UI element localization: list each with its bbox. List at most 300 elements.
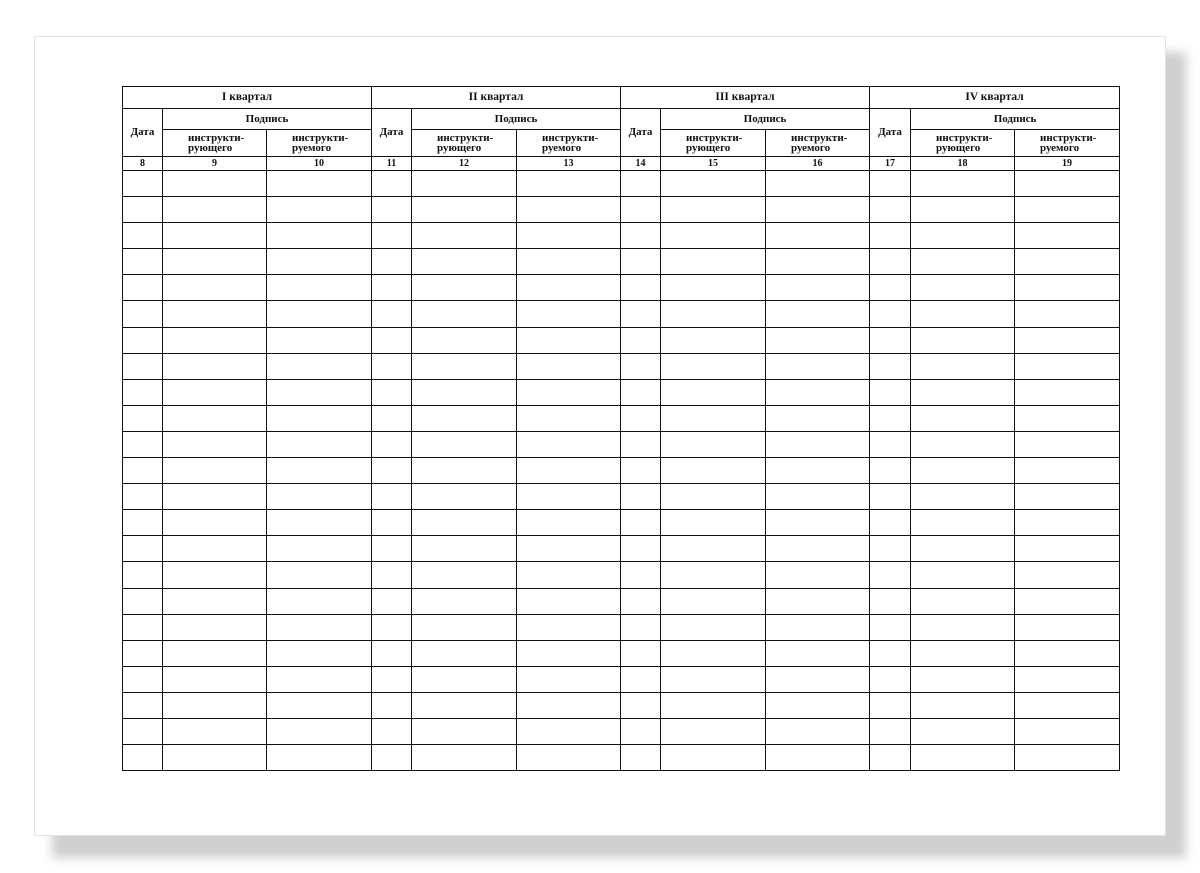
instructed-signature-cell[interactable]	[1015, 379, 1120, 405]
instructed-signature-cell[interactable]	[766, 171, 870, 197]
instructed-signature-cell[interactable]	[517, 301, 621, 327]
date-cell[interactable]	[372, 614, 412, 640]
date-cell[interactable]	[870, 327, 911, 353]
instructed-signature-cell[interactable]	[1015, 327, 1120, 353]
instructed-signature-cell[interactable]	[517, 718, 621, 744]
date-cell[interactable]	[123, 666, 163, 692]
instructor-signature-cell[interactable]	[661, 666, 766, 692]
date-cell[interactable]	[123, 301, 163, 327]
instructed-signature-cell[interactable]	[766, 327, 870, 353]
date-cell[interactable]	[870, 223, 911, 249]
date-cell[interactable]	[372, 484, 412, 510]
date-cell[interactable]	[621, 536, 661, 562]
instructed-signature-cell[interactable]	[766, 666, 870, 692]
date-cell[interactable]	[372, 510, 412, 536]
date-cell[interactable]	[372, 223, 412, 249]
instructor-signature-cell[interactable]	[661, 197, 766, 223]
instructor-signature-cell[interactable]	[911, 405, 1015, 431]
instructed-signature-cell[interactable]	[517, 431, 621, 457]
instructor-signature-cell[interactable]	[911, 379, 1015, 405]
instructed-signature-cell[interactable]	[267, 405, 372, 431]
date-cell[interactable]	[123, 745, 163, 771]
instructor-signature-cell[interactable]	[412, 197, 517, 223]
date-cell[interactable]	[870, 458, 911, 484]
instructed-signature-cell[interactable]	[766, 562, 870, 588]
instructor-signature-cell[interactable]	[911, 536, 1015, 562]
instructed-signature-cell[interactable]	[267, 379, 372, 405]
instructed-signature-cell[interactable]	[766, 458, 870, 484]
instructed-signature-cell[interactable]	[1015, 562, 1120, 588]
date-cell[interactable]	[621, 562, 661, 588]
date-cell[interactable]	[621, 666, 661, 692]
instructor-signature-cell[interactable]	[163, 562, 267, 588]
date-cell[interactable]	[621, 249, 661, 275]
instructed-signature-cell[interactable]	[267, 197, 372, 223]
date-cell[interactable]	[870, 197, 911, 223]
date-cell[interactable]	[372, 431, 412, 457]
instructed-signature-cell[interactable]	[267, 745, 372, 771]
instructor-signature-cell[interactable]	[661, 614, 766, 640]
instructed-signature-cell[interactable]	[766, 614, 870, 640]
form-sheet	[34, 36, 1166, 836]
instructor-signature-cell[interactable]	[661, 431, 766, 457]
date-cell[interactable]	[372, 718, 412, 744]
instructor-signature-cell[interactable]	[911, 223, 1015, 249]
instructor-signature-cell[interactable]	[163, 327, 267, 353]
instructor-signature-cell[interactable]	[412, 510, 517, 536]
instructed-signature-cell[interactable]	[517, 562, 621, 588]
instructed-signature-cell[interactable]	[766, 745, 870, 771]
date-cell[interactable]	[123, 353, 163, 379]
instructor-signature-cell[interactable]	[163, 405, 267, 431]
date-cell[interactable]	[621, 458, 661, 484]
instructed-signature-cell[interactable]	[766, 510, 870, 536]
date-cell[interactable]	[372, 405, 412, 431]
date-cell[interactable]	[372, 666, 412, 692]
instructor-signature-cell[interactable]	[163, 249, 267, 275]
instructed-signature-cell[interactable]	[267, 640, 372, 666]
instructed-signature-cell[interactable]	[1015, 353, 1120, 379]
instructor-signature-cell[interactable]	[911, 588, 1015, 614]
instructed-signature-header: инструкти- руемого	[517, 130, 621, 157]
instructor-signature-cell[interactable]	[412, 301, 517, 327]
instructor-signature-cell[interactable]	[661, 536, 766, 562]
instructor-signature-cell[interactable]	[911, 275, 1015, 301]
date-cell[interactable]	[621, 275, 661, 301]
table-row	[123, 640, 1120, 666]
instructed-signature-cell[interactable]	[766, 640, 870, 666]
date-cell[interactable]	[123, 379, 163, 405]
table-row	[123, 588, 1120, 614]
instructed-signature-cell[interactable]	[766, 301, 870, 327]
instructor-signature-cell[interactable]	[911, 484, 1015, 510]
instructor-signature-cell[interactable]	[911, 249, 1015, 275]
instructor-signature-cell[interactable]	[911, 614, 1015, 640]
instructed-signature-cell[interactable]	[517, 484, 621, 510]
instructor-signature-cell[interactable]	[911, 197, 1015, 223]
instructor-signature-cell[interactable]	[412, 275, 517, 301]
date-cell[interactable]	[870, 484, 911, 510]
instructor-signature-cell[interactable]	[911, 458, 1015, 484]
date-column-header: Дата	[123, 109, 163, 157]
date-cell[interactable]	[123, 718, 163, 744]
instructor-signature-cell[interactable]	[661, 327, 766, 353]
instructed-signature-cell[interactable]	[1015, 484, 1120, 510]
instructor-signature-cell[interactable]	[412, 327, 517, 353]
instructor-signature-cell[interactable]	[911, 718, 1015, 744]
instructor-signature-cell[interactable]	[661, 510, 766, 536]
date-cell[interactable]	[372, 197, 412, 223]
date-cell[interactable]	[870, 405, 911, 431]
instructor-signature-cell[interactable]	[661, 692, 766, 718]
instructor-signature-cell[interactable]	[412, 223, 517, 249]
date-cell[interactable]	[123, 171, 163, 197]
instructor-signature-cell[interactable]	[163, 431, 267, 457]
instructed-signature-cell[interactable]	[1015, 588, 1120, 614]
date-cell[interactable]	[123, 536, 163, 562]
instructor-signature-cell[interactable]	[412, 666, 517, 692]
instructed-signature-cell[interactable]	[1015, 510, 1120, 536]
date-cell[interactable]	[621, 510, 661, 536]
instructor-signature-cell[interactable]	[911, 666, 1015, 692]
instructed-signature-cell[interactable]	[267, 588, 372, 614]
signature-header: Подпись	[661, 109, 870, 130]
instructed-signature-cell[interactable]	[766, 249, 870, 275]
date-cell[interactable]	[621, 692, 661, 718]
instructed-signature-cell[interactable]	[517, 666, 621, 692]
instructed-signature-cell[interactable]	[517, 405, 621, 431]
instructed-signature-cell[interactable]	[766, 484, 870, 510]
date-cell[interactable]	[621, 197, 661, 223]
instructor-signature-cell[interactable]	[661, 301, 766, 327]
journal-table	[122, 86, 1120, 771]
instructed-signature-cell[interactable]	[517, 327, 621, 353]
date-cell[interactable]	[621, 301, 661, 327]
instructed-signature-cell[interactable]	[766, 718, 870, 744]
date-cell[interactable]	[123, 249, 163, 275]
date-cell[interactable]	[621, 431, 661, 457]
instructed-signature-cell[interactable]	[1015, 405, 1120, 431]
date-cell[interactable]	[123, 327, 163, 353]
instructor-signature-cell[interactable]	[661, 379, 766, 405]
date-cell[interactable]	[123, 510, 163, 536]
instructor-signature-cell[interactable]	[412, 484, 517, 510]
signature-header: Подпись	[412, 109, 621, 130]
table-row	[123, 223, 1120, 249]
instructed-signature-cell[interactable]	[267, 484, 372, 510]
instructor-signature-cell[interactable]	[163, 536, 267, 562]
instructed-signature-cell[interactable]	[267, 327, 372, 353]
instructed-signature-cell[interactable]	[267, 223, 372, 249]
table-row	[123, 275, 1120, 301]
instructed-signature-cell[interactable]	[267, 692, 372, 718]
date-cell[interactable]	[621, 327, 661, 353]
date-cell[interactable]	[870, 431, 911, 457]
instructor-signature-cell[interactable]	[911, 692, 1015, 718]
instructor-signature-cell[interactable]	[661, 588, 766, 614]
instructor-signature-cell[interactable]	[661, 640, 766, 666]
instructor-signature-cell[interactable]	[661, 718, 766, 744]
date-cell[interactable]	[123, 458, 163, 484]
table-row	[123, 405, 1120, 431]
instructor-signature-cell[interactable]	[163, 614, 267, 640]
instructor-signature-cell[interactable]	[412, 171, 517, 197]
instructed-signature-cell[interactable]	[267, 510, 372, 536]
date-cell[interactable]	[372, 379, 412, 405]
date-cell[interactable]	[621, 405, 661, 431]
instructed-signature-cell[interactable]	[517, 510, 621, 536]
date-cell[interactable]	[372, 327, 412, 353]
instructor-signature-cell[interactable]	[661, 458, 766, 484]
instructor-signature-cell[interactable]	[412, 718, 517, 744]
instructor-signature-cell[interactable]	[412, 353, 517, 379]
instructor-signature-cell[interactable]	[911, 171, 1015, 197]
instructor-signature-cell[interactable]	[163, 640, 267, 666]
date-cell[interactable]	[123, 614, 163, 640]
date-cell[interactable]	[372, 458, 412, 484]
instructor-signature-cell[interactable]	[661, 275, 766, 301]
instructed-signature-cell[interactable]	[1015, 718, 1120, 744]
instructor-signature-cell[interactable]	[163, 458, 267, 484]
date-cell[interactable]	[123, 405, 163, 431]
date-cell[interactable]	[870, 379, 911, 405]
instructor-signature-cell[interactable]	[412, 431, 517, 457]
date-cell[interactable]	[621, 614, 661, 640]
instructed-signature-cell[interactable]	[766, 431, 870, 457]
date-cell[interactable]	[870, 640, 911, 666]
table-row	[123, 536, 1120, 562]
instructor-signature-cell[interactable]	[911, 745, 1015, 771]
instructed-signature-cell[interactable]	[267, 249, 372, 275]
date-cell[interactable]	[870, 588, 911, 614]
date-cell[interactable]	[372, 171, 412, 197]
instructed-signature-cell[interactable]	[267, 614, 372, 640]
instructor-signature-cell[interactable]	[661, 353, 766, 379]
date-cell[interactable]	[870, 171, 911, 197]
instructor-signature-header: инструкти- рующего	[661, 130, 766, 157]
instructor-signature-cell[interactable]	[661, 223, 766, 249]
date-cell[interactable]	[372, 275, 412, 301]
date-cell[interactable]	[123, 197, 163, 223]
instructed-signature-cell[interactable]	[1015, 249, 1120, 275]
date-cell[interactable]	[621, 484, 661, 510]
date-cell[interactable]	[621, 171, 661, 197]
table-row	[123, 353, 1120, 379]
instructor-signature-cell[interactable]	[911, 353, 1015, 379]
date-cell[interactable]	[621, 640, 661, 666]
table-row	[123, 197, 1120, 223]
instructor-signature-cell[interactable]	[412, 614, 517, 640]
instructed-signature-cell[interactable]	[766, 692, 870, 718]
instructed-signature-cell[interactable]	[1015, 640, 1120, 666]
column-number: 19	[1015, 157, 1120, 171]
date-cell[interactable]	[372, 536, 412, 562]
date-cell[interactable]	[123, 484, 163, 510]
instructor-signature-cell[interactable]	[163, 484, 267, 510]
instructed-signature-cell[interactable]	[267, 562, 372, 588]
instructor-signature-cell[interactable]	[661, 745, 766, 771]
date-cell[interactable]	[372, 249, 412, 275]
instructed-signature-cell[interactable]	[517, 588, 621, 614]
instructed-signature-cell[interactable]	[267, 431, 372, 457]
date-cell[interactable]	[870, 353, 911, 379]
instructor-signature-cell[interactable]	[163, 718, 267, 744]
date-cell[interactable]	[372, 640, 412, 666]
table-row	[123, 562, 1120, 588]
instructed-signature-cell[interactable]	[267, 666, 372, 692]
date-cell[interactable]	[123, 431, 163, 457]
date-cell[interactable]	[123, 223, 163, 249]
instructed-signature-cell[interactable]	[1015, 614, 1120, 640]
table-row	[123, 458, 1120, 484]
instructor-signature-cell[interactable]	[661, 171, 766, 197]
instructed-signature-cell[interactable]	[1015, 666, 1120, 692]
instructed-signature-cell[interactable]	[766, 223, 870, 249]
date-cell[interactable]	[870, 718, 911, 744]
instructor-signature-cell[interactable]	[163, 197, 267, 223]
instructor-signature-cell[interactable]	[163, 275, 267, 301]
date-cell[interactable]	[372, 562, 412, 588]
column-number: 17	[870, 157, 911, 171]
instructed-signature-cell[interactable]	[517, 745, 621, 771]
instructed-signature-cell[interactable]	[517, 379, 621, 405]
date-cell[interactable]	[621, 353, 661, 379]
date-cell[interactable]	[870, 536, 911, 562]
instructed-signature-cell[interactable]	[766, 275, 870, 301]
instructed-signature-cell[interactable]	[1015, 301, 1120, 327]
instructor-signature-cell[interactable]	[911, 301, 1015, 327]
instructed-signature-cell[interactable]	[1015, 431, 1120, 457]
instructor-signature-cell[interactable]	[412, 536, 517, 562]
date-cell[interactable]	[870, 614, 911, 640]
instructor-signature-cell[interactable]	[163, 588, 267, 614]
instructor-signature-cell[interactable]	[412, 249, 517, 275]
instructor-signature-cell[interactable]	[163, 223, 267, 249]
instructed-signature-cell[interactable]	[1015, 223, 1120, 249]
instructed-signature-cell[interactable]	[1015, 692, 1120, 718]
date-cell[interactable]	[870, 249, 911, 275]
instructor-signature-cell[interactable]	[163, 692, 267, 718]
date-cell[interactable]	[123, 562, 163, 588]
instructor-signature-cell[interactable]	[163, 301, 267, 327]
instructor-signature-cell[interactable]	[661, 249, 766, 275]
instructed-signature-cell[interactable]	[517, 171, 621, 197]
instructor-signature-cell[interactable]	[911, 431, 1015, 457]
instructor-signature-cell[interactable]	[911, 640, 1015, 666]
instructed-signature-cell[interactable]	[517, 197, 621, 223]
instructed-signature-cell[interactable]	[517, 275, 621, 301]
instructed-signature-cell[interactable]	[517, 223, 621, 249]
date-cell[interactable]	[372, 745, 412, 771]
date-cell[interactable]	[870, 301, 911, 327]
instructed-signature-cell[interactable]	[517, 692, 621, 718]
instructed-signature-cell[interactable]	[267, 536, 372, 562]
instructed-signature-cell[interactable]	[517, 249, 621, 275]
instructor-signature-cell[interactable]	[412, 379, 517, 405]
instructed-signature-cell[interactable]	[766, 353, 870, 379]
date-cell[interactable]	[123, 275, 163, 301]
table-row	[123, 327, 1120, 353]
date-cell[interactable]	[870, 275, 911, 301]
instructor-signature-cell[interactable]	[412, 640, 517, 666]
date-cell[interactable]	[870, 692, 911, 718]
instructor-signature-cell[interactable]	[412, 405, 517, 431]
date-cell[interactable]	[372, 353, 412, 379]
date-cell[interactable]	[870, 666, 911, 692]
date-cell[interactable]	[123, 692, 163, 718]
instructor-signature-cell[interactable]	[661, 484, 766, 510]
instructor-signature-cell[interactable]	[412, 745, 517, 771]
instructor-signature-cell[interactable]	[911, 510, 1015, 536]
instructed-signature-cell[interactable]	[766, 588, 870, 614]
date-cell[interactable]	[372, 588, 412, 614]
date-cell[interactable]	[372, 692, 412, 718]
instructor-signature-cell[interactable]	[412, 458, 517, 484]
instructor-signature-cell[interactable]	[163, 510, 267, 536]
date-cell[interactable]	[621, 379, 661, 405]
instructed-signature-cell[interactable]	[766, 405, 870, 431]
date-cell[interactable]	[870, 562, 911, 588]
date-cell[interactable]	[870, 745, 911, 771]
instructed-signature-cell[interactable]	[1015, 171, 1120, 197]
instructor-signature-cell[interactable]	[911, 327, 1015, 353]
date-cell[interactable]	[621, 223, 661, 249]
instructor-signature-cell[interactable]	[163, 353, 267, 379]
instructed-signature-cell[interactable]	[267, 171, 372, 197]
date-cell[interactable]	[372, 301, 412, 327]
instructed-signature-cell[interactable]	[267, 718, 372, 744]
instructed-signature-cell[interactable]	[517, 614, 621, 640]
instructor-signature-cell[interactable]	[661, 562, 766, 588]
instructed-signature-cell[interactable]	[517, 640, 621, 666]
instructed-signature-cell[interactable]	[766, 379, 870, 405]
date-column-header: Дата	[621, 109, 661, 157]
date-cell[interactable]	[621, 745, 661, 771]
instructed-signature-cell[interactable]	[517, 458, 621, 484]
instructor-signature-cell[interactable]	[412, 692, 517, 718]
quarter-header-row	[123, 87, 1120, 109]
instructed-signature-cell[interactable]	[1015, 745, 1120, 771]
instructed-signature-cell[interactable]	[267, 353, 372, 379]
instructed-signature-cell[interactable]	[1015, 197, 1120, 223]
instructor-signature-cell[interactable]	[911, 562, 1015, 588]
instructed-signature-cell[interactable]	[267, 275, 372, 301]
instructor-signature-header: инструкти- рующего	[412, 130, 517, 157]
instructed-signature-cell[interactable]	[766, 197, 870, 223]
instructed-signature-header: инструкти- руемого	[766, 130, 870, 157]
instructor-signature-cell[interactable]	[163, 666, 267, 692]
instructor-signature-cell[interactable]	[163, 745, 267, 771]
instructed-signature-cell[interactable]	[267, 301, 372, 327]
instructed-signature-cell[interactable]	[517, 353, 621, 379]
date-cell[interactable]	[870, 510, 911, 536]
date-cell[interactable]	[123, 640, 163, 666]
instructor-signature-cell[interactable]	[163, 171, 267, 197]
date-cell[interactable]	[621, 588, 661, 614]
date-cell[interactable]	[621, 718, 661, 744]
instructor-signature-cell[interactable]	[163, 379, 267, 405]
instructor-signature-cell[interactable]	[661, 405, 766, 431]
instructed-signature-cell[interactable]	[1015, 275, 1120, 301]
instructor-signature-cell[interactable]	[412, 588, 517, 614]
instructed-signature-cell[interactable]	[1015, 536, 1120, 562]
instructed-signature-cell[interactable]	[1015, 458, 1120, 484]
instructor-signature-cell[interactable]	[412, 562, 517, 588]
date-cell[interactable]	[123, 588, 163, 614]
instructed-signature-cell[interactable]	[517, 536, 621, 562]
instructed-signature-cell[interactable]	[766, 536, 870, 562]
instructed-signature-cell[interactable]	[267, 458, 372, 484]
